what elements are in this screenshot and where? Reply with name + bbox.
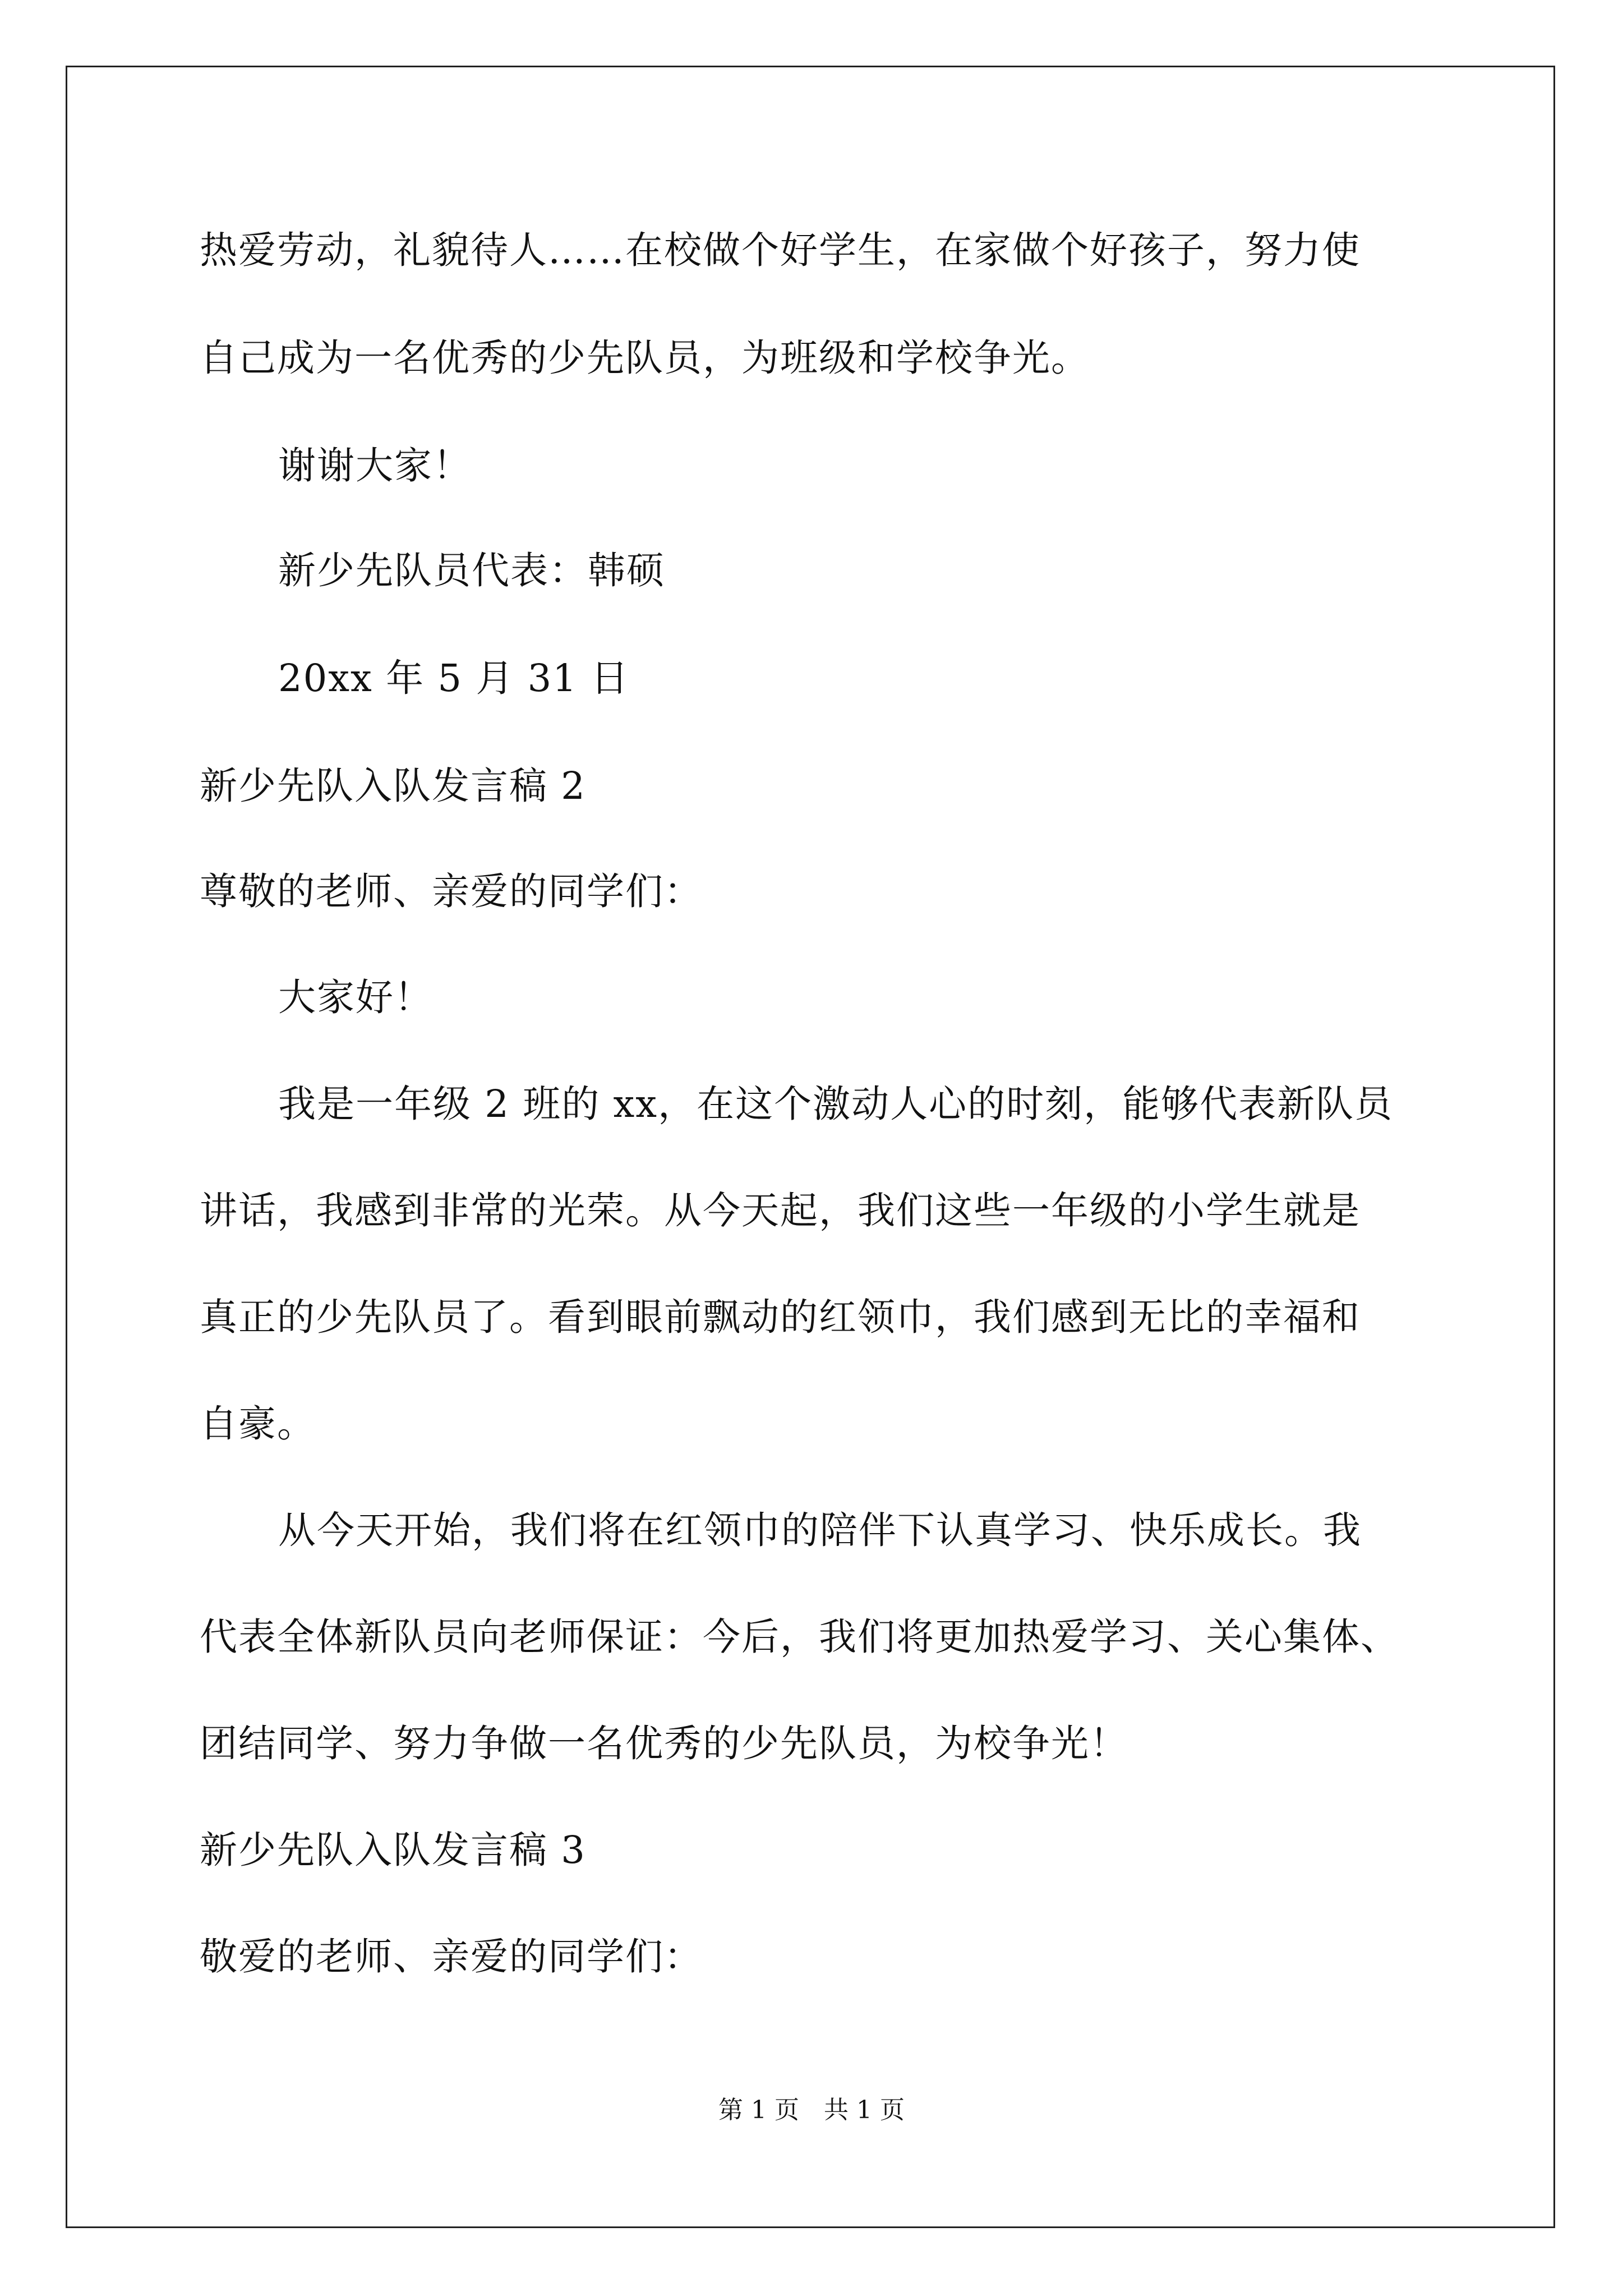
paragraph-line: 自己成为一名优秀的少先队员，为班级和学校争光。: [200, 336, 1090, 380]
signature-line: 新少先队员代表：韩硕: [278, 549, 665, 592]
page-footer: 第 1 页 共 1 页: [718, 2096, 905, 2124]
page-border: [66, 66, 1555, 2228]
salutation: 敬爱的老师、亲爱的同学们：: [200, 1935, 703, 1978]
paragraph-line: 从今天开始，我们将在红领巾的陪伴下认真学习、快乐成长。我: [278, 1508, 1362, 1552]
section-heading: 新少先队入队发言稿 3: [200, 1828, 586, 1872]
salutation: 尊敬的老师、亲爱的同学们：: [200, 869, 703, 913]
paragraph-line: 真正的少先队员了。看到眼前飘动的红领巾，我们感到无比的幸福和: [200, 1295, 1361, 1339]
paragraph-line: 自豪。: [200, 1402, 316, 1446]
greeting: 大家好！: [278, 976, 433, 1019]
date-line: 20xx 年 5 月 31 日: [278, 656, 630, 700]
paragraph-line: 讲话，我感到非常的光荣。从今天起，我们这些一年级的小学生就是: [200, 1189, 1361, 1232]
section-heading: 新少先队入队发言稿 2: [200, 764, 586, 808]
paragraph-line: 谢谢大家！: [278, 444, 472, 487]
paragraph-line: 团结同学、努力争做一名优秀的少先队员，为校争光！: [200, 1722, 1128, 1765]
paragraph-line: 我是一年级 2 班的 xx，在这个激动人心的时刻，能够代表新队员: [278, 1082, 1394, 1126]
paragraph-line: 热爱劳动，礼貌待人……在校做个好学生，在家做个好孩子，努力使: [200, 228, 1361, 272]
paragraph-line: 代表全体新队员向老师保证：今后，我们将更加热爱学习、关心集体、: [200, 1615, 1399, 1659]
